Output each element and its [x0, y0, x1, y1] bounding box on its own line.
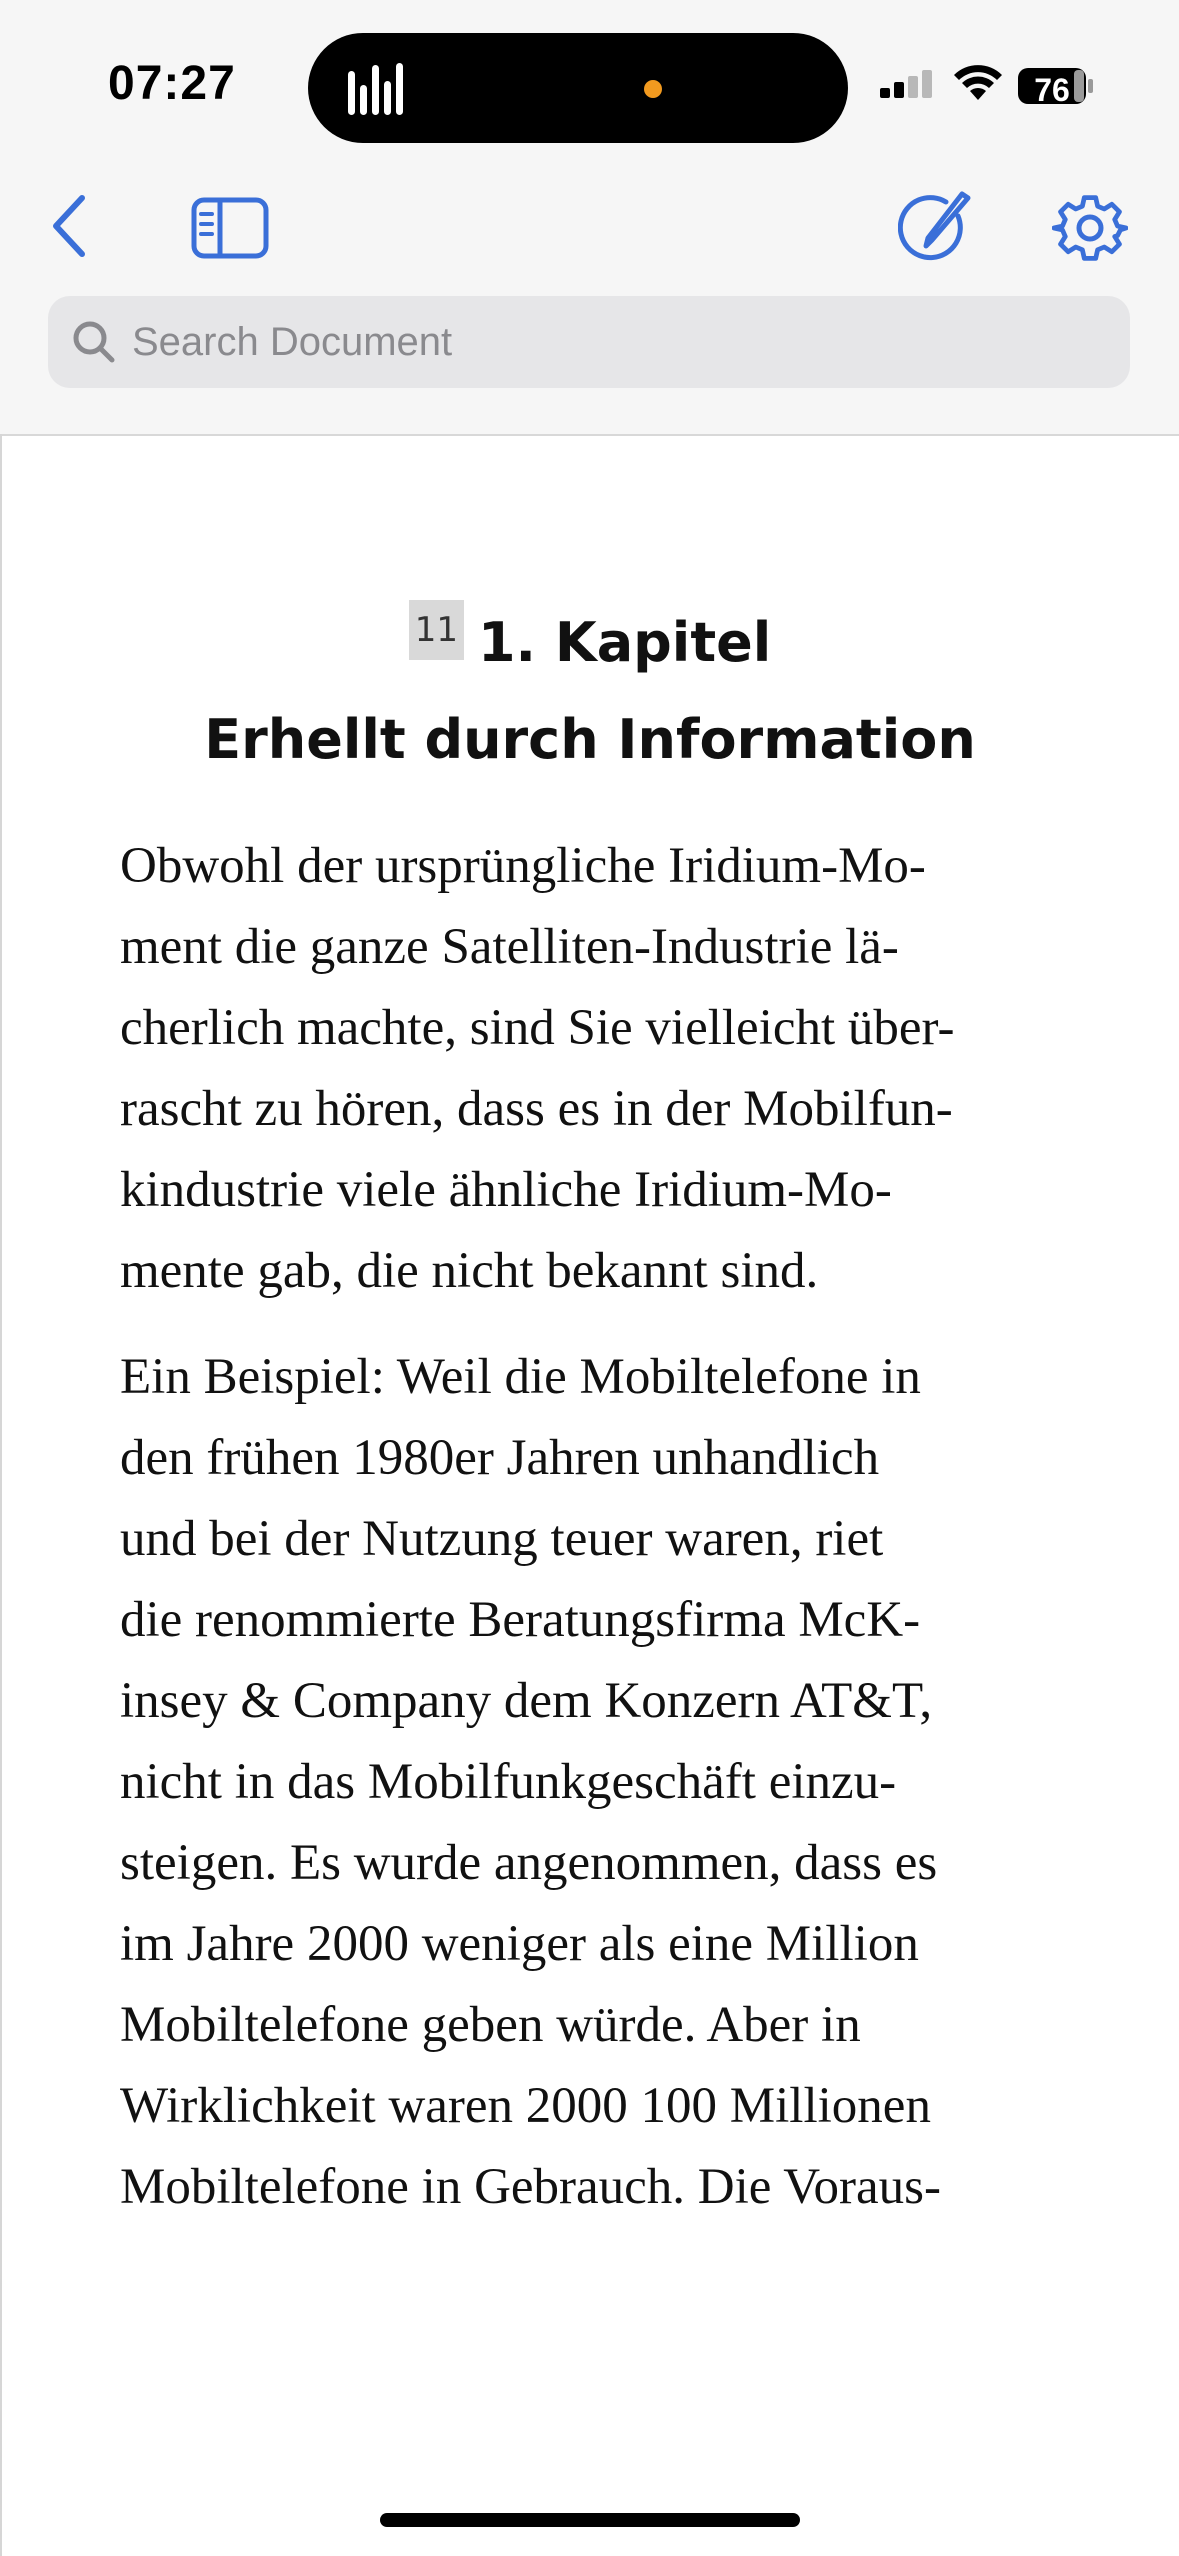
search-icon [70, 318, 118, 366]
text-line: die renommierte Beratungsfirma McK- [120, 1592, 921, 1648]
paragraph [120, 1337, 1060, 2228]
text-line: nicht in das Mobilfunkgeschäft einzu- [120, 1754, 897, 1810]
markup-button[interactable] [898, 190, 976, 268]
markup-pencil-icon [898, 190, 976, 268]
privacy-indicator-dot [644, 80, 662, 98]
text-line: Wirklichkeit waren 2000 100 Millionen [120, 2078, 931, 2134]
sidebar-icon [190, 196, 270, 260]
text-line: rascht zu hören, dass es in der Mobilfun- [120, 1081, 953, 1137]
battery-level: 76 [1034, 72, 1070, 108]
text-line: im Jahre 2000 weniger als eine Million [120, 1916, 919, 1972]
text-line: steigen. Es wurde angenommen, dass es [120, 1835, 938, 1891]
chapter-subtitle: Erhellt durch Information [204, 708, 976, 771]
text-line: Mobiltelefone in Gebrauch. Die Voraus- [120, 2159, 941, 2215]
page-number: 11 [409, 600, 464, 660]
text-line: kindustrie viele ähnliche Iridium-Mo- [120, 1162, 892, 1218]
text-line: Mobiltelefone geben würde. Aber in [120, 1997, 861, 2053]
top-bar [0, 0, 1179, 436]
sidebar-button[interactable] [190, 196, 270, 260]
document-page[interactable] [120, 600, 1060, 2228]
home-indicator[interactable] [380, 2513, 800, 2527]
status-time: 07:27 [108, 57, 236, 110]
signal-icon [880, 68, 940, 108]
wifi-icon [952, 64, 1004, 104]
text-line: ment die ganze Satelliten-Industrie lä- [120, 919, 899, 975]
text-line: und bei der Nutzung teuer waren, riet [120, 1511, 884, 1567]
chevron-left-icon [44, 190, 94, 262]
text-line: insey & Company dem Konzern AT&T, [120, 1673, 933, 1729]
settings-button[interactable] [1052, 190, 1128, 266]
text-line: Obwohl der ursprüngliche Iridium-Mo- [120, 838, 926, 894]
search-bar[interactable] [48, 296, 1130, 388]
text-line: cherlich machte, sind Sie vielleicht über- [120, 1000, 955, 1056]
gear-icon [1052, 190, 1128, 266]
chapter-heading [120, 600, 1060, 680]
paragraph [120, 826, 1060, 1312]
back-button[interactable] [44, 190, 94, 262]
text-line: Ein Beispiel: Weil die Mobiltelefone in [120, 1349, 921, 1405]
chapter-title: 1. Kapitel [477, 611, 772, 674]
search-input[interactable] [132, 296, 1092, 388]
dynamic-island[interactable] [308, 33, 848, 143]
text-line: den frühen 1980er Jahren unhandlich [120, 1430, 880, 1486]
text-line: mente gab, die nicht bekannt sind. [120, 1243, 819, 1299]
audio-wave-icon [344, 61, 404, 117]
page-edge [0, 434, 2, 2556]
